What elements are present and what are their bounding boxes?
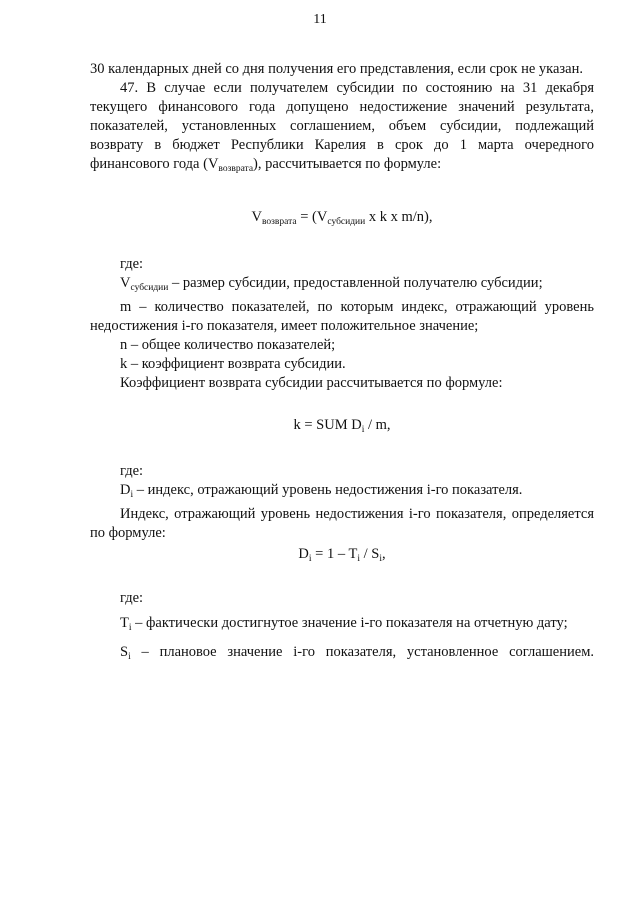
def-v-sub: субсидии bbox=[130, 283, 169, 293]
index-intro: Индекс, отражающий уровень недостижения i-го показателя, определяется по формуле: bbox=[90, 506, 594, 541]
formula3-pre: D bbox=[298, 546, 309, 562]
coefficient-intro: Коэффициент возврата субсидии рассчитывается по формуле: bbox=[120, 375, 503, 391]
paragraph-47-tail: ), рассчитывается по формуле: bbox=[253, 156, 442, 172]
formula2-sub: i bbox=[361, 425, 365, 435]
document-body bbox=[90, 60, 594, 667]
def-v-text: – размер субсидии, предоставленной получателю субсидии; bbox=[168, 275, 543, 291]
formula-refund-volume bbox=[90, 208, 594, 232]
intro-line: 30 календарных дней со дня получения его представления, если срок не указан. bbox=[90, 61, 583, 77]
def-t-sub: i bbox=[128, 623, 132, 633]
formula3-sub3: i bbox=[379, 554, 382, 564]
paragraph-47 bbox=[90, 79, 594, 179]
paragraph-47-text: 47. В случае если получателем субсидии по состоянию на 31 декабря текущего финансового года допущено недостижение значений результата, показателей, установленных соглашением, объем субсидии, подлежащий возврату в бюджет Республики Карелия в срок до 1 марта очередного финансового года (V bbox=[90, 80, 594, 172]
page-number: 11 bbox=[313, 12, 327, 27]
def-d-main: D bbox=[120, 482, 131, 498]
formula3-sub1: i bbox=[308, 554, 312, 564]
paragraph-47-subscript: возврата bbox=[218, 164, 254, 174]
def-t-main: T bbox=[120, 615, 129, 631]
formula2-pre: k = SUM D bbox=[293, 417, 362, 433]
where-label-2: где: bbox=[120, 463, 144, 479]
def-v-main: V bbox=[120, 275, 131, 291]
formula-coefficient bbox=[90, 416, 594, 440]
formula1-rest: x k x m/n), bbox=[365, 209, 433, 225]
formula3-sub2: i bbox=[357, 554, 360, 564]
definition-v-subsidy bbox=[90, 274, 594, 298]
def-s-text: – плановое значение i-го показателя, установленное соглашением. bbox=[130, 644, 594, 660]
formula3-mid2: / S bbox=[359, 546, 380, 562]
definition-k: k – коэффициент возврата субсидии. bbox=[120, 356, 346, 372]
definition-d bbox=[90, 481, 594, 505]
def-s-main: S bbox=[120, 644, 129, 660]
formula2-post: / m, bbox=[364, 417, 391, 433]
definition-t bbox=[90, 614, 594, 638]
def-d-sub: i bbox=[130, 490, 134, 500]
where-label-3: где: bbox=[120, 590, 144, 606]
def-d-text: – индекс, отражающий уровень недостижения i-го показателя. bbox=[133, 482, 523, 498]
definition-m: m – количество показателей, по которым индекс, отражающий уровень недостижения i-го показателя, имеет положительное значение; bbox=[90, 299, 594, 334]
definition-n: n – общее количество показателей; bbox=[120, 337, 336, 353]
where-label-1: где: bbox=[120, 256, 144, 272]
formula3-post: , bbox=[381, 546, 386, 562]
def-t-text: – фактически достигнутое значение i-го показателя на отчетную дату; bbox=[131, 615, 568, 631]
definition-s bbox=[90, 643, 594, 667]
formula1-sub2: субсидии bbox=[327, 217, 366, 227]
formula1-eq: = (V bbox=[296, 209, 328, 225]
formula1-lhs: V bbox=[251, 209, 262, 225]
def-s-sub: i bbox=[128, 652, 131, 662]
formula3-mid: = 1 – T bbox=[311, 546, 358, 562]
formula-index bbox=[90, 545, 594, 569]
formula1-lhs-sub: возврата bbox=[262, 217, 297, 227]
